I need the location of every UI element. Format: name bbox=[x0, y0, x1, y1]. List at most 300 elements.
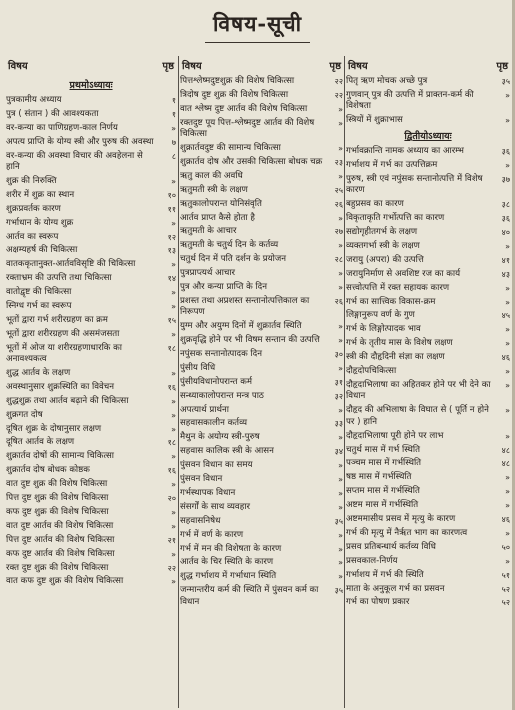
index-entry bbox=[180, 226, 343, 238]
entry-page-number: » bbox=[171, 577, 176, 587]
entry-title: शुक्रार्तव दोष बोधक कोष्ठक bbox=[6, 465, 90, 476]
index-entry bbox=[180, 363, 343, 375]
entry-page-number: » bbox=[505, 339, 510, 349]
index-entry bbox=[180, 502, 343, 514]
index-entry bbox=[180, 405, 343, 417]
index-entry bbox=[6, 273, 176, 285]
entry-title: शुक्रार्तव दोष और उसकी चिकित्सा बोधक चक्र bbox=[180, 156, 323, 167]
entry-page-number: २१ bbox=[167, 535, 176, 545]
index-entry bbox=[346, 570, 510, 582]
index-entry bbox=[180, 199, 343, 211]
entry-title: दूषित आर्तव के लक्षण bbox=[6, 437, 75, 448]
entry-title: गर्भाशय में गर्भ का उत्पत्तिक्रम bbox=[346, 160, 438, 171]
column-header bbox=[180, 58, 343, 76]
entry-title: पुत्रप्राप्त्यर्थ आचार bbox=[180, 268, 236, 279]
entry-title: गर्भ के लिङ्गोत्पादक भाव bbox=[346, 324, 421, 335]
entry-page-number: १८ bbox=[167, 343, 176, 353]
entry-page-number: » bbox=[338, 544, 343, 554]
index-entry bbox=[6, 479, 176, 491]
index-entry bbox=[180, 104, 343, 116]
chapter-heading: द्वितीयोऽध्यायः bbox=[404, 131, 452, 143]
chapter-heading: प्रथमोऽध्यायः bbox=[69, 80, 113, 91]
entry-page-number: ३२ bbox=[334, 391, 343, 401]
entry-title: अक्षम्यहर्ष की चिकित्सा bbox=[6, 245, 78, 256]
entry-title: आर्तव प्राप्त कैसे होता है bbox=[180, 212, 255, 223]
entry-title: वात श्लेष्म दुष्ट आर्तव की विशेष चिकित्सा bbox=[180, 103, 308, 114]
column-divider bbox=[178, 56, 179, 708]
entry-list bbox=[346, 146, 510, 609]
entry-page-number: २६ bbox=[334, 199, 343, 209]
entry-page-number: » bbox=[505, 116, 510, 126]
index-entry bbox=[346, 160, 510, 172]
index-entry bbox=[180, 282, 343, 294]
entry-page-number: » bbox=[505, 161, 510, 171]
index-entry bbox=[6, 563, 176, 575]
entry-title: ऋतुमती के आचार bbox=[180, 226, 237, 237]
entry-title: जरायु (अपरा) की उत्पत्ति bbox=[346, 254, 424, 265]
index-column-3 bbox=[346, 58, 510, 708]
entry-page-number: » bbox=[171, 521, 176, 531]
entry-title: पित्त दुष्ट आर्तव की विशेष चिकित्सा bbox=[6, 534, 115, 545]
entry-title: स्त्री की दौहृदिनी संज्ञा का लक्षण bbox=[346, 352, 445, 363]
index-entry bbox=[6, 232, 176, 244]
entry-list bbox=[6, 95, 176, 588]
entry-title: गर्भ का पोषण प्रकार bbox=[346, 597, 410, 608]
index-entry bbox=[346, 76, 510, 88]
index-entry bbox=[346, 528, 510, 540]
entry-title: सहवासकालीन कर्तव्य bbox=[180, 418, 247, 429]
entry-title: शुक्रार्तव दोषों की सामान्य चिकित्सा bbox=[6, 451, 115, 462]
entry-page-number: » bbox=[338, 363, 343, 373]
entry-title: प्रसवकाल-निर्णय bbox=[346, 555, 398, 566]
entry-page-number: ३१ bbox=[334, 377, 343, 387]
entry-title: शुक्रार्तवदुष्ट की सामान्य चिकित्सा bbox=[180, 143, 281, 154]
entry-title: प्रशस्त तथा अप्रशस्त सन्तानोत्पत्तिकाल का निरूपण bbox=[180, 295, 310, 318]
index-entry bbox=[346, 597, 510, 609]
index-entry bbox=[180, 544, 343, 556]
entry-page-number: » bbox=[338, 269, 343, 279]
entry-title: ऋतुकालोपरान्त योनिसंवृति bbox=[180, 198, 262, 209]
index-entry bbox=[346, 90, 510, 113]
index-entry bbox=[6, 287, 176, 299]
entry-title: चतुर्थ मास में गर्भ स्थिति bbox=[346, 444, 420, 455]
entry-page-number: १ bbox=[171, 96, 176, 105]
index-entry bbox=[6, 549, 176, 561]
entry-page-number: ३५ bbox=[334, 586, 343, 596]
entry-page-number: » bbox=[338, 433, 343, 443]
column-header bbox=[346, 58, 510, 76]
entry-page-number: ४८ bbox=[501, 459, 510, 469]
index-entry bbox=[180, 76, 343, 88]
page-heading: पृष्ठ bbox=[162, 61, 174, 72]
index-entry bbox=[346, 115, 510, 127]
index-entry bbox=[6, 521, 176, 533]
entry-page-number: १३ bbox=[167, 246, 176, 256]
entry-page-number: » bbox=[171, 176, 176, 186]
entry-page-number: » bbox=[171, 260, 176, 270]
entry-title: पुत्रकामीय अध्याय bbox=[6, 95, 62, 105]
entry-page-number: » bbox=[338, 144, 343, 154]
column-header bbox=[6, 58, 176, 76]
entry-page-number: ३५ bbox=[501, 77, 510, 86]
subject-heading: विषय bbox=[182, 61, 202, 72]
entry-title: पुत्र ( संतान ) की आवश्यकता bbox=[6, 108, 99, 119]
entry-title: स्निग्ध गर्भ का स्वरूप bbox=[6, 300, 72, 311]
entry-page-number: » bbox=[505, 367, 510, 377]
entry-page-number: » bbox=[171, 452, 176, 462]
entry-page-number: » bbox=[505, 487, 510, 497]
entry-title: ऋतुमती के चतुर्थ दिन के कर्तव्य bbox=[180, 240, 279, 251]
column-divider bbox=[344, 56, 345, 708]
entry-title: सहवास कालिक स्त्री के आसन bbox=[180, 446, 274, 457]
entry-title: शुक्र की निरुक्ति bbox=[6, 175, 57, 186]
index-entry bbox=[180, 118, 343, 141]
subject-heading: विषय bbox=[348, 61, 368, 72]
entry-page-number: » bbox=[338, 213, 343, 223]
index-entry bbox=[180, 391, 343, 403]
entry-title: गुणवान् पुत्र की उत्पत्ति में प्राक्तन-कर्म की विशेषता bbox=[346, 89, 474, 112]
entry-page-number: » bbox=[338, 572, 343, 582]
index-entry bbox=[346, 199, 510, 211]
index-entry bbox=[346, 584, 510, 596]
entry-page-number: ४० bbox=[501, 228, 510, 238]
entry-title: दौहृदोपचिकित्सा bbox=[346, 366, 397, 377]
entry-title: आर्तव के चिर स्थिति के कारण bbox=[180, 557, 274, 568]
index-entry bbox=[346, 514, 510, 526]
entry-title: वर-कन्या का पाणिग्रहण-काल निर्णय bbox=[6, 122, 118, 133]
entry-title: दौहृदाभिलाषा का अहितकर होने पर भी देने का विधान bbox=[346, 379, 491, 402]
index-entry bbox=[346, 556, 510, 568]
entry-title: व्यक्तगर्भा स्त्री के लक्षण bbox=[346, 241, 420, 252]
entry-title: चतुर्थ दिन में पति दर्शन के प्रयोजन bbox=[180, 254, 286, 265]
index-entry bbox=[346, 227, 510, 239]
entry-title: शुक्रप्रवर्तक कारण bbox=[6, 203, 61, 214]
index-entry bbox=[6, 368, 176, 380]
index-entry bbox=[6, 382, 176, 394]
entry-page-number: » bbox=[338, 405, 343, 415]
entry-page-number: ५० bbox=[501, 542, 510, 552]
entry-page-number: » bbox=[338, 336, 343, 346]
entry-title: दौहृद की अभिलाषा के विघात से ( पूर्ति न होने पर ) हानि bbox=[346, 405, 489, 427]
entry-page-number: २२ bbox=[334, 77, 343, 86]
entry-page-number: » bbox=[338, 241, 343, 251]
entry-page-number: १८ bbox=[167, 438, 176, 448]
entry-page-number: २७ bbox=[334, 227, 343, 237]
entry-title: सन्ध्याकालोपरान्त मन्त्र पाठ bbox=[180, 390, 264, 401]
entry-page-number: » bbox=[171, 218, 176, 228]
entry-title: पुंसीय विधि bbox=[180, 362, 216, 373]
entry-title: गर्भ की मृत्यु में नैर्ऋत भाग का कारणत्व bbox=[346, 527, 468, 538]
entry-page-number: १५ bbox=[167, 315, 176, 325]
entry-title: रक्त दुष्ट शुक्र की विशेष चिकित्सा bbox=[6, 562, 109, 573]
entry-title: शुक्रगत दोष bbox=[6, 409, 43, 420]
entry-title: गर्भ में वर्ण के कारण bbox=[180, 529, 244, 540]
entry-page-number: ४८ bbox=[501, 445, 510, 455]
entry-page-number: २० bbox=[167, 494, 176, 504]
page-heading: पृष्ठ bbox=[329, 61, 341, 72]
entry-title: सत्त्वोत्पत्ति में रक्त सहायक कारण bbox=[346, 282, 450, 293]
entry-title: रक्ताभ्रम की उत्पत्ति तथा चिकित्सा bbox=[6, 273, 112, 284]
index-entry bbox=[346, 458, 510, 470]
entry-title: पुत्र और कन्या प्राप्ति के दिन bbox=[180, 281, 267, 292]
entry-title: आर्तव का स्वरूप bbox=[6, 231, 59, 242]
entry-page-number: १६ bbox=[167, 466, 176, 476]
index-entry bbox=[180, 254, 343, 266]
index-entry bbox=[180, 377, 343, 389]
entry-page-number: २३ bbox=[334, 157, 343, 167]
index-entry bbox=[346, 241, 510, 253]
index-entry bbox=[346, 445, 510, 457]
entry-title: अपत्यार्थ प्रार्थना bbox=[180, 404, 229, 415]
index-entry bbox=[6, 465, 176, 477]
index-entry bbox=[180, 240, 343, 252]
index-entry bbox=[346, 269, 510, 281]
entry-title: माता के अनुकूल गर्भ का प्रसवन bbox=[346, 583, 445, 594]
index-entry bbox=[346, 366, 510, 378]
index-entry bbox=[346, 472, 510, 484]
entry-title: जन्मान्तरीय कर्म की स्थिति में पुंसवन कर्म का विधान bbox=[180, 585, 319, 607]
index-entry bbox=[6, 176, 176, 188]
entry-page-number: » bbox=[171, 288, 176, 298]
entry-title: सहवासनिषेध bbox=[180, 515, 221, 526]
index-entry bbox=[180, 516, 343, 528]
entry-page-number: » bbox=[171, 480, 176, 490]
index-entry bbox=[346, 213, 510, 225]
index-entry bbox=[6, 109, 176, 121]
entry-title: वात कफ दुष्ट शुक्र की विशेष चिकित्सा bbox=[6, 576, 124, 587]
index-entry bbox=[180, 446, 343, 458]
index-entry bbox=[180, 557, 343, 569]
index-entry bbox=[180, 530, 343, 542]
index-entry bbox=[6, 245, 176, 257]
entry-page-number: » bbox=[338, 530, 343, 540]
entry-title: गर्भाधान के योग्य शुक्र bbox=[6, 217, 74, 228]
entry-page-number: » bbox=[171, 424, 176, 434]
entry-page-number: २२ bbox=[167, 563, 176, 573]
entry-page-number: » bbox=[171, 301, 176, 311]
entry-title: पितृ ऋण मोचक अच्छे पुत्र bbox=[346, 76, 428, 86]
entry-title: षष्ठ मास में गर्भस्थिति bbox=[346, 472, 412, 483]
index-entry bbox=[346, 486, 510, 498]
entry-title: संसर्गों के साथ व्यवहार bbox=[180, 501, 251, 512]
index-entry bbox=[180, 213, 343, 225]
index-entry bbox=[180, 268, 343, 280]
entry-page-number: » bbox=[338, 282, 343, 292]
entry-title: युग्म और अयुग्म दिनों में शुक्रार्तव स्थिति bbox=[180, 321, 302, 332]
entry-page-number: » bbox=[338, 475, 343, 485]
index-entry bbox=[6, 315, 176, 327]
index-entry bbox=[180, 321, 343, 333]
entry-page-number: ११ bbox=[167, 204, 176, 214]
entry-title: अष्टम मास में गर्भस्थिति bbox=[346, 500, 419, 511]
index-entry bbox=[346, 310, 510, 322]
index-entry bbox=[180, 571, 343, 583]
entry-page-number: » bbox=[505, 406, 510, 416]
entry-page-number: » bbox=[505, 242, 510, 252]
entry-title: लिङ्गानुरूप वर्ण के गुण bbox=[346, 310, 415, 321]
entry-title: वातोद्वृष्ट की चिकित्सा bbox=[6, 287, 72, 298]
entry-title: स्त्रियों में शुक्राभास bbox=[346, 115, 403, 126]
entry-page-number: १० bbox=[167, 190, 176, 200]
index-entry bbox=[180, 157, 343, 169]
entry-title: भूतों में ओज या शरीरग्रहणाधारकि का अनावश्यकत्व bbox=[6, 342, 122, 365]
index-entry bbox=[180, 90, 343, 102]
entry-page-number: » bbox=[505, 431, 510, 441]
index-entry bbox=[346, 405, 510, 428]
entry-title: पुंसवन विधान का समय bbox=[180, 460, 253, 471]
entry-page-number: » bbox=[171, 123, 176, 133]
entry-page-number: १ bbox=[171, 109, 176, 119]
index-entry bbox=[6, 151, 176, 174]
entry-page-number: » bbox=[505, 556, 510, 566]
entry-page-number: ५१ bbox=[501, 570, 510, 580]
entry-title: त्रिदोष दुष्ट शुक्र की विशेष चिकित्सा bbox=[180, 89, 289, 100]
entry-page-number: १२ bbox=[167, 232, 176, 242]
entry-title: पित्त दुष्ट शुक्र की विशेष चिकित्सा bbox=[6, 493, 109, 504]
index-entry bbox=[346, 500, 510, 512]
entry-title: पुरुष, स्त्री एवं नपुंसक सन्तानोत्पत्ति में विशेष कारण bbox=[346, 173, 483, 196]
index-entry bbox=[6, 218, 176, 230]
index-column-2 bbox=[180, 58, 343, 708]
page-title: विषय-सूची bbox=[212, 11, 303, 36]
entry-title: दौहृदाभिलाषा पूरी होने पर लाभ bbox=[346, 430, 444, 441]
index-entry bbox=[6, 451, 176, 463]
entry-page-number: » bbox=[338, 502, 343, 512]
entry-title: वात दुष्ट शुक्र की विशेष चिकित्सा bbox=[6, 479, 108, 490]
index-entry bbox=[346, 255, 510, 267]
entry-title: दूषित शुक्र के दोषानुसार लक्षण bbox=[6, 423, 102, 434]
entry-title: पुंसवन विधान bbox=[180, 474, 223, 485]
index-entry bbox=[6, 123, 176, 135]
entry-page-number: ३० bbox=[334, 350, 343, 360]
index-entry bbox=[6, 204, 176, 216]
index-entry bbox=[180, 349, 343, 361]
index-entry bbox=[6, 576, 176, 588]
index-entry bbox=[6, 301, 176, 313]
entry-title: अष्टममासीय प्रसव में मृत्यु के कारण bbox=[346, 514, 456, 525]
subject-heading: विषय bbox=[8, 61, 28, 72]
entry-title: शुद्ध गर्भाशय में गर्भाधान स्थिति bbox=[180, 571, 277, 582]
entry-page-number: » bbox=[171, 396, 176, 406]
entry-page-number: » bbox=[505, 528, 510, 538]
entry-title: ऋतुमती स्त्री के लक्षण bbox=[180, 184, 248, 195]
index-entry bbox=[346, 283, 510, 295]
entry-title: भूतों द्वारा शरीरग्रहण की असमंजसता bbox=[6, 328, 120, 339]
entry-page-number: ४५ bbox=[501, 311, 510, 321]
entry-page-number: ४१ bbox=[501, 255, 510, 265]
entry-list bbox=[346, 76, 510, 127]
entry-page-number: २८ bbox=[334, 255, 343, 265]
index-entry bbox=[6, 424, 176, 436]
entry-title: गर्भ के तृतीय मास के विशेष लक्षण bbox=[346, 338, 453, 349]
entry-title: गर्भावक्रान्ति नामक अध्याय का आरम्भ bbox=[346, 146, 464, 157]
entry-page-number: ४६ bbox=[501, 353, 510, 363]
index-entry bbox=[180, 296, 343, 319]
index-entry bbox=[6, 437, 176, 449]
entry-page-number: » bbox=[338, 171, 343, 181]
index-entry bbox=[346, 431, 510, 443]
entry-page-number: » bbox=[171, 329, 176, 339]
index-entry bbox=[346, 297, 510, 309]
index-entry bbox=[6, 190, 176, 202]
entry-page-number: २५ bbox=[334, 185, 343, 195]
index-entry bbox=[6, 396, 176, 408]
entry-title: शुक्रवृद्धि होने पर भी विषम सन्तान की उत्पत्ति bbox=[180, 335, 320, 346]
entry-page-number: » bbox=[505, 325, 510, 335]
index-entry bbox=[346, 146, 510, 158]
entry-title: शुद्धशुक्र तथा आर्तव बढ़ाने की चिकित्सा bbox=[6, 395, 129, 406]
index-entry bbox=[6, 137, 176, 149]
entry-title: सप्तम मास में गर्भस्थिति bbox=[346, 486, 420, 497]
entry-title: गर्भस्थापक विधान bbox=[180, 487, 236, 498]
entry-page-number: » bbox=[171, 369, 176, 379]
page-heading: पृष्ठ bbox=[496, 61, 508, 72]
entry-page-number: ३५ bbox=[334, 516, 343, 526]
index-entry bbox=[6, 535, 176, 547]
index-entry bbox=[6, 493, 176, 505]
index-entry bbox=[180, 474, 343, 486]
index-entry bbox=[6, 329, 176, 341]
entry-title: गर्भ का सात्त्विक विकास-क्रम bbox=[346, 296, 436, 307]
entry-page-number: ३७ bbox=[501, 174, 510, 184]
index-column-1 bbox=[6, 58, 176, 708]
index-entry bbox=[346, 380, 510, 403]
entry-title: रक्तदुष्ट पूय पित्त-श्लेष्मदुष्ट आर्तव की विशेष चिकित्सा bbox=[180, 117, 315, 140]
entry-page-number: » bbox=[171, 507, 176, 517]
entry-page-number: ३३ bbox=[334, 419, 343, 429]
index-entry bbox=[6, 259, 176, 271]
title-underline bbox=[205, 42, 310, 43]
entry-page-number: १६ bbox=[167, 382, 176, 392]
entry-title: भूतों द्वारा गर्भ शरीरग्रहण का क्रम bbox=[6, 314, 108, 325]
entry-page-number: » bbox=[505, 380, 510, 390]
entry-page-number: ७ bbox=[171, 137, 176, 147]
index-entry bbox=[346, 174, 510, 197]
entry-page-number: ५२ bbox=[501, 598, 510, 608]
entry-page-number: » bbox=[338, 488, 343, 498]
entry-title: वात दुष्ट आर्तव की विशेष चिकित्सा bbox=[6, 520, 114, 531]
entry-title: विकृताकृति गर्भोत्पत्ति का कारण bbox=[346, 213, 445, 224]
index-entry bbox=[180, 418, 343, 430]
entry-page-number: » bbox=[171, 410, 176, 420]
index-entry bbox=[180, 460, 343, 472]
entry-page-number: » bbox=[338, 461, 343, 471]
entry-page-number: » bbox=[338, 322, 343, 332]
index-entry bbox=[180, 143, 343, 155]
index-entry bbox=[180, 432, 343, 444]
index-entry bbox=[6, 95, 176, 107]
entry-page-number: २२ bbox=[334, 90, 343, 100]
entry-title: प्रसव प्रतिबन्धार्थ कर्तव्य विधि bbox=[346, 541, 436, 552]
entry-title: अवस्थानुसार शुक्रस्थिति का विवेचन bbox=[6, 381, 115, 392]
index-entry bbox=[180, 335, 343, 347]
entry-page-number: २६ bbox=[334, 296, 343, 306]
entry-list bbox=[180, 76, 343, 608]
entry-page-number: » bbox=[338, 104, 343, 114]
index-entry bbox=[346, 542, 510, 554]
entry-title: बहुप्रसव का कारण bbox=[346, 199, 404, 210]
entry-page-number: ४३ bbox=[501, 269, 510, 279]
entry-title: शुद्ध आर्तव के लक्षण bbox=[6, 368, 71, 379]
entry-title: कफ दुष्ट आर्तव की विशेष चिकित्सा bbox=[6, 548, 115, 559]
entry-title: जरायुनिर्माण से अवशिष्ट रज का कार्य bbox=[346, 268, 461, 279]
entry-page-number: ३४ bbox=[334, 447, 343, 457]
entry-page-number: ५२ bbox=[501, 584, 510, 594]
entry-title: वातककृतानुक्त-आर्तवविसृष्टि की चिकित्सा bbox=[6, 259, 136, 270]
entry-title: वर-कन्या की अवस्था विचार की अवहेलना से हानि bbox=[6, 150, 143, 173]
entry-title: मैथुन के अयोग्य स्त्री-पुरुष bbox=[180, 432, 260, 443]
entry-title: गर्भाशय में गर्भ की स्थिति bbox=[346, 569, 424, 580]
